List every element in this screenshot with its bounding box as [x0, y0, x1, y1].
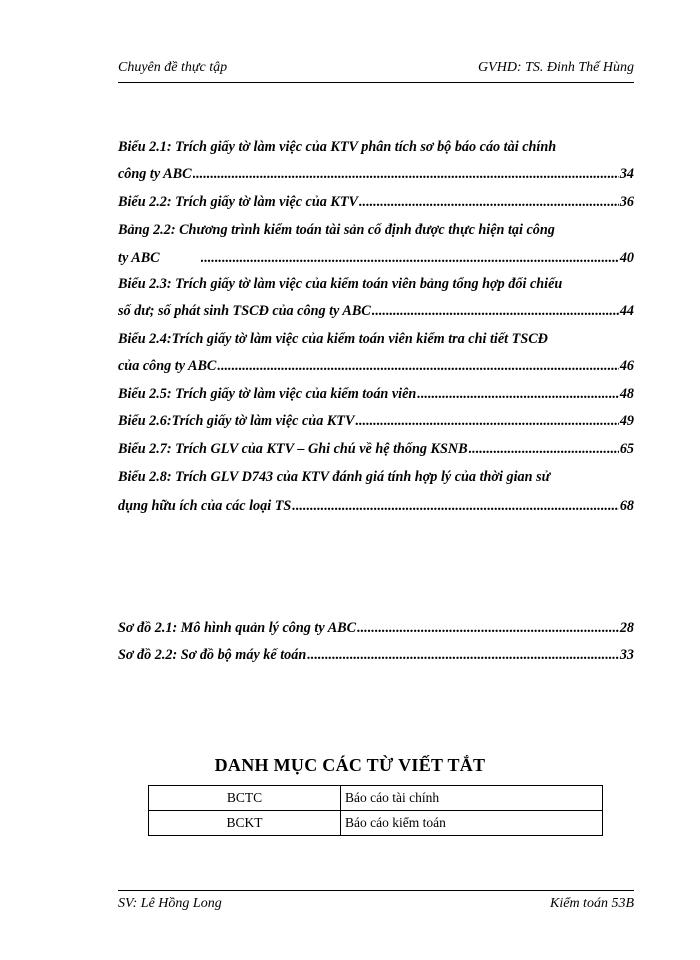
toc-entry-page: 34: [619, 166, 634, 182]
toc-leader-dots: [292, 498, 619, 515]
toc-leader-dots: [193, 166, 619, 183]
footer-right: Kiểm toán 53B: [550, 896, 634, 911]
toc-entry-page: 65: [619, 441, 634, 457]
toc-entry-label: Sơ đồ 2.1: Mô hình quản lý công ty ABC: [118, 620, 357, 636]
abbreviations-table: [148, 785, 603, 836]
toc-entry[interactable]: [118, 441, 634, 458]
header-left: Chuyên đề thực tập: [118, 60, 228, 75]
toc-entry-text: Biểu 2.3: Trích giấy tờ làm việc của kiểm toán viên bảng tổng hợp đối chiếu: [118, 276, 563, 292]
table-row: [149, 811, 603, 836]
toc-entry-page: 68: [619, 498, 634, 514]
toc-leader-dots: [372, 303, 619, 320]
page-footer: [118, 890, 634, 917]
table-row: [149, 786, 603, 811]
toc-entry-text: Biểu 2.4:Trích giấy tờ làm việc của kiểm toán viên kiểm tra chi tiết TSCĐ: [118, 331, 548, 347]
toc-entry-label: Biểu 2.2: Trích giấy tờ làm việc của KTV: [118, 194, 358, 210]
toc-leader-dots: [307, 647, 619, 664]
toc-entry-page: 33: [619, 647, 634, 663]
abbr-desc: Báo cáo tài chính: [341, 786, 603, 811]
header-right: GVHD: TS. Đinh Thế Hùng: [478, 60, 634, 75]
toc-leader-dots: [357, 620, 619, 637]
toc-entry-page: 44: [619, 303, 634, 319]
footer-left: SV: Lê Hồng Long: [118, 896, 222, 911]
toc-entry[interactable]: [118, 303, 634, 320]
toc-entry[interactable]: [118, 498, 634, 515]
toc-entry-label: công ty ABC: [118, 166, 192, 182]
toc-entry-label: ty ABC: [118, 250, 160, 266]
toc-entry[interactable]: [118, 194, 634, 211]
toc-entry-page: 36: [619, 194, 634, 210]
toc-leader-dots: [201, 250, 619, 267]
toc-entry-text: Bảng 2.2: Chương trình kiểm toán tài sản cố định được thực hiện tại công: [118, 222, 555, 238]
toc-entry-label: của công ty ABC: [118, 358, 217, 374]
toc-entry[interactable]: [118, 250, 634, 267]
toc-entry-page: 49: [619, 413, 634, 429]
toc-entry-page: 46: [619, 358, 634, 374]
abbr-code: BCTC: [149, 786, 341, 811]
abbr-code: BCKT: [149, 811, 341, 836]
toc-leader-dots: [359, 194, 619, 211]
abbreviations-title: DANH MỤC CÁC TỪ VIẾT TẮT: [214, 755, 486, 775]
toc-leader-dots: [355, 413, 618, 430]
toc-entry[interactable]: [118, 358, 634, 375]
toc-entry-label: Sơ đồ 2.2: Sơ đồ bộ máy kế toán: [118, 647, 307, 663]
toc-entry-text: Biểu 2.1: Trích giấy tờ làm việc của KTV phân tích sơ bộ báo cáo tài chính: [118, 139, 557, 155]
abbr-desc: Báo cáo kiểm toán: [341, 811, 603, 836]
toc-entry[interactable]: [118, 620, 634, 637]
toc-entry-page: 48: [619, 386, 634, 402]
toc-entry[interactable]: [118, 386, 634, 403]
toc-entry[interactable]: [118, 413, 634, 430]
toc-leader-dots: [217, 358, 618, 375]
toc-entry-label: Biểu 2.5: Trích giấy tờ làm việc của kiểm toán viên: [118, 386, 417, 402]
page-header: [118, 56, 634, 83]
toc-leader-dots: [469, 441, 619, 458]
toc-entry[interactable]: [118, 647, 634, 664]
toc-entry-text: Biểu 2.8: Trích GLV D743 của KTV đánh giá tính hợp lý của thời gian sử: [118, 469, 551, 485]
toc-entry-label: số dư; số phát sinh TSCĐ của công ty ABC: [118, 303, 371, 319]
toc-leader-dots: [417, 386, 619, 403]
toc-entry-label: Biểu 2.6:Trích giấy tờ làm việc của KTV: [118, 413, 355, 429]
toc-entry-page: 28: [619, 620, 634, 636]
toc-entry-label: Biểu 2.7: Trích GLV của KTV – Ghi chú về hệ thống KSNB: [118, 441, 468, 457]
toc-entry[interactable]: [118, 166, 634, 183]
toc-entry-label: dụng hữu ích của các loại TS: [118, 498, 292, 514]
toc-entry-page: 40: [619, 250, 634, 266]
